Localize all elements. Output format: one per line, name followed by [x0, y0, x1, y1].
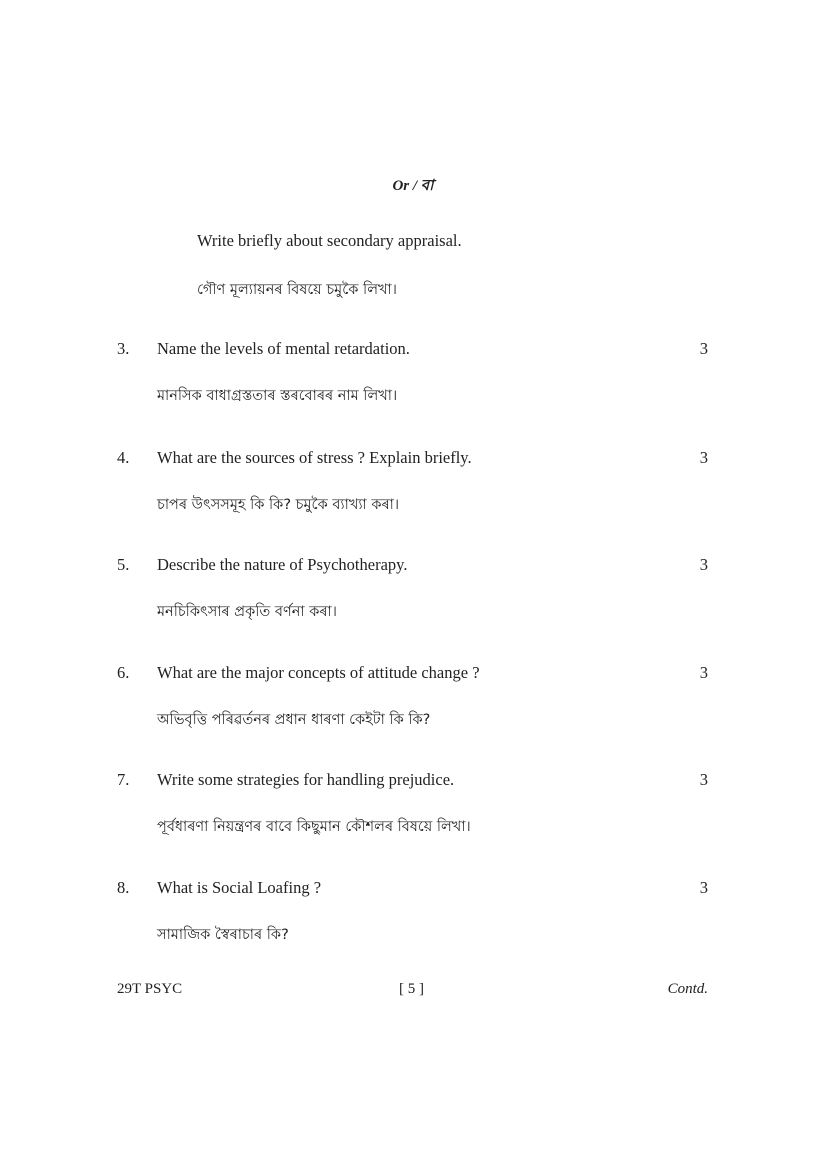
footer-code: 29T PSYC [117, 981, 183, 997]
question-marks: 3 [699, 878, 708, 897]
question-number: 4. [117, 448, 130, 467]
question-number: 5. [117, 555, 130, 574]
or-divider: Or / বা [392, 178, 434, 194]
question-text-assamese: সামাজিক স্বৈৰাচাৰ কি? [157, 927, 289, 943]
question-number: 3. [117, 339, 130, 358]
question-number: 6. [117, 663, 130, 682]
question-text-english: What are the major concepts of attitude change ? [157, 663, 480, 682]
question-text-english: Name the levels of mental retardation. [157, 339, 410, 358]
footer-page-number: [ 5 ] [399, 981, 424, 997]
question-text-english: What are the sources of stress ? Explain briefly. [157, 448, 472, 467]
question-marks: 3 [699, 663, 708, 682]
question-marks: 3 [699, 448, 708, 467]
footer-contd: Contd. [667, 981, 708, 997]
or-question-assamese: গৌণ মূল্যায়নৰ বিষয়ে চমুকৈ লিখা। [197, 282, 397, 298]
question-marks: 3 [699, 339, 708, 358]
question-text-assamese: মনচিকিৎসাৰ প্ৰকৃতি বৰ্ণনা কৰা। [157, 604, 337, 620]
question-text-assamese: অভিবৃত্তি পৰিৱৰ্তনৰ প্ৰধান ধাৰণা কেইটা কি কি? [157, 712, 431, 728]
question-text-english: Write some strategies for handling prejudice. [157, 770, 455, 789]
question-text-assamese: চাপৰ উৎসসমূহ কি কি? চমুকৈ ব্যাখ্যা কৰা। [157, 497, 400, 513]
question-marks: 3 [699, 770, 708, 789]
question-marks: 3 [699, 555, 708, 574]
question-text-english: Describe the nature of Psychotherapy. [157, 555, 408, 574]
question-text-english: What is Social Loafing ? [157, 878, 322, 897]
question-number: 7. [117, 770, 130, 789]
question-text-assamese: পূৰ্বধাৰণা নিয়ন্ত্ৰণৰ বাবে কিছুমান কৌশলৰ বিষয়ে লিখা। [157, 819, 471, 835]
question-text-assamese: মানসিক বাধাগ্ৰস্ততাৰ স্তৰবোৰৰ নাম লিখা। [157, 388, 398, 404]
or-question-english: Write briefly about secondary appraisal. [197, 231, 462, 250]
question-number: 8. [117, 878, 130, 897]
